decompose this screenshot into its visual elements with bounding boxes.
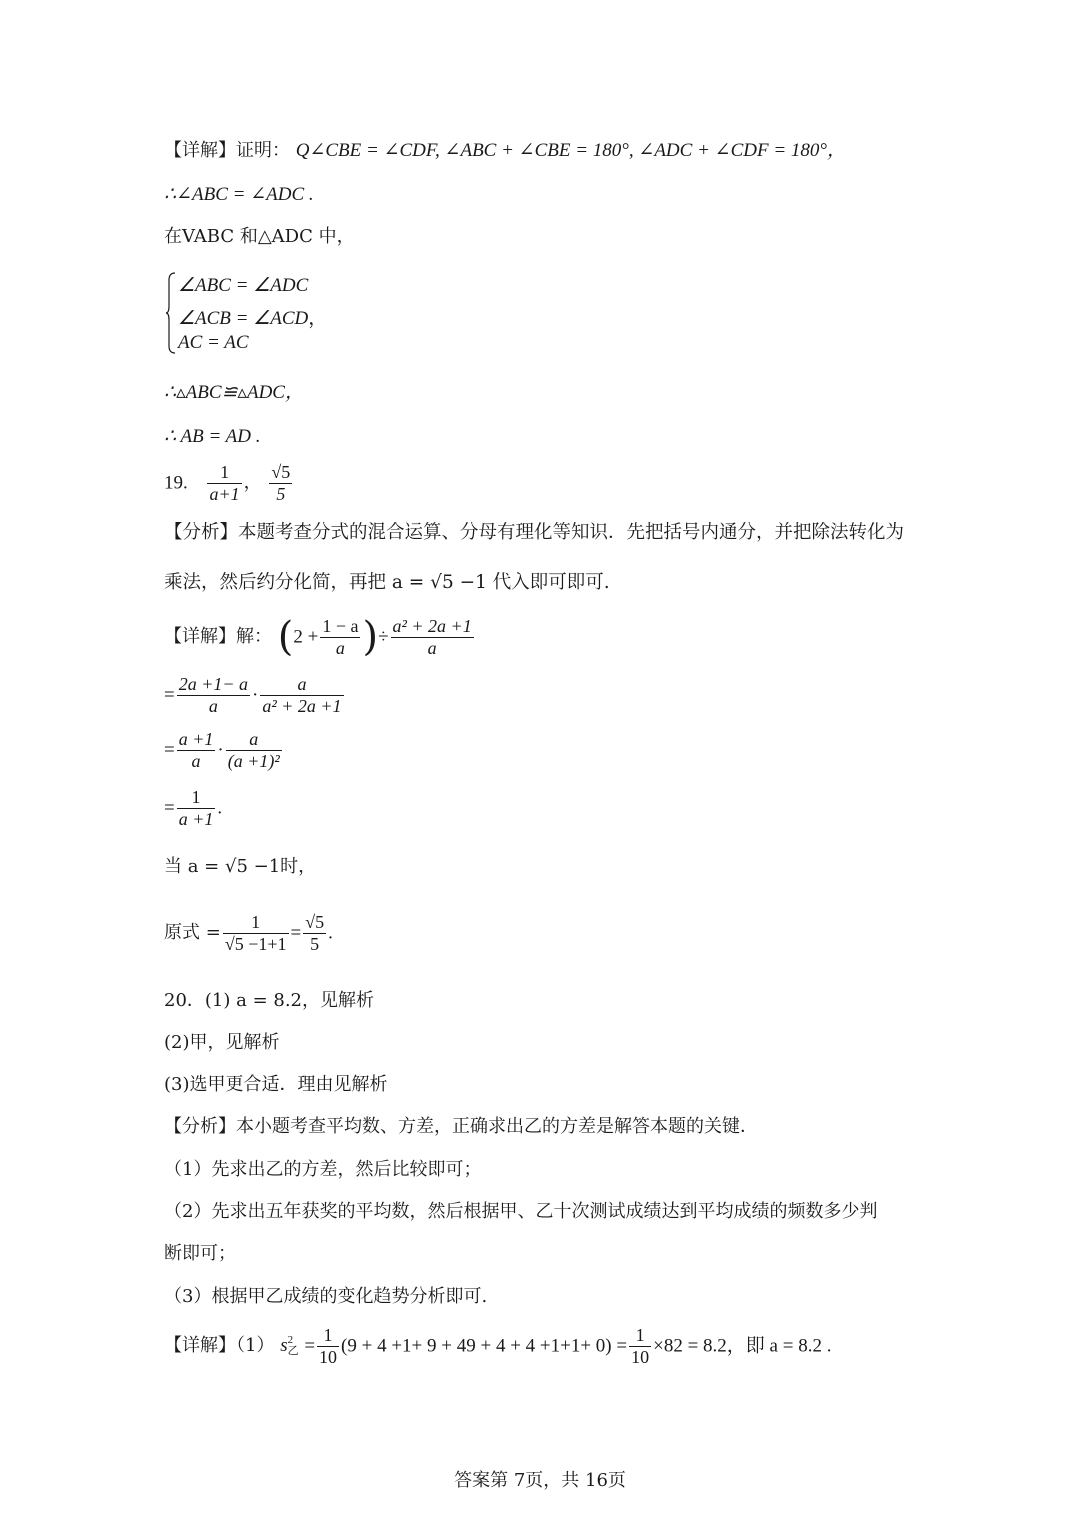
dot-sign: · (217, 739, 224, 761)
q20-point-2a: （2）先求出五年获奖的平均数，然后根据甲、乙十次测试成绩达到平均成绩的频数多少判 (164, 1201, 878, 1222)
expr-fraction (177, 729, 216, 771)
frac-numerator: 1 − a (322, 616, 359, 636)
frac-numerator: a (260, 674, 343, 696)
expr-fraction (629, 1325, 651, 1367)
expr-fraction (391, 616, 474, 658)
q19-step-3 (164, 729, 284, 771)
expr-fraction (177, 787, 216, 829)
expr-fraction (226, 729, 282, 771)
frac-denominator: 10 (319, 1346, 338, 1367)
q19-separator: ， (243, 472, 262, 494)
expr-fraction (223, 912, 289, 954)
variance-s: s (280, 1334, 288, 1356)
frac-numerator: √5 (271, 462, 291, 482)
q20-detail (164, 1325, 831, 1367)
detail-label: 【详解】证明： (164, 140, 290, 161)
expr-fraction (320, 616, 360, 658)
frac-denominator: √5 −1+1 (224, 933, 287, 954)
frac-denominator: 5 (276, 483, 286, 504)
equals-sign: = (164, 739, 175, 761)
system-brace-icon (166, 272, 176, 354)
frac-denominator: a (427, 637, 437, 658)
q18-line3: 在VABC 和△ADC 中， (164, 226, 355, 247)
q20-line3: (3)选甲更合适．理由见解析 (164, 1074, 388, 1095)
frac-numerator: 1 (207, 462, 241, 484)
q20-line2: (2)甲，见解析 (164, 1032, 280, 1053)
frac-denominator: a² + 2a +1 (262, 695, 342, 716)
expr-fraction (260, 674, 343, 716)
expr-fraction (177, 674, 250, 716)
frac-denominator: a+1 (209, 483, 240, 504)
expr-fraction (303, 912, 326, 954)
equals-sign: = (164, 797, 175, 819)
detail-label: 【详解】解： (164, 626, 272, 648)
period: . (217, 797, 223, 819)
system-row-1: ∠ABC = ∠ADC (178, 275, 309, 296)
frac-numerator: a +1 (178, 729, 214, 749)
q20-point-2b: 断即可； (164, 1243, 236, 1264)
system-row-2-text: ∠ACB = ∠ACD (178, 308, 309, 329)
q20-point-3: （3）根据甲乙成绩的变化趋势分析即可. (164, 1286, 488, 1307)
q18-equation-1: Q∠CBE = ∠CDF, ∠ABC + ∠CBE = 180°, ∠ADC + ∠CDF = 180°， (295, 140, 846, 161)
frac-denominator: a (191, 750, 201, 771)
variance-symbol (280, 1335, 298, 1356)
q19-detail-expr (164, 614, 476, 661)
frac-numerator: 1 (223, 912, 289, 934)
frac-numerator: a² + 2a +1 (392, 616, 472, 636)
frac-denominator: a (208, 695, 218, 716)
equals-sign: = (164, 684, 175, 706)
frac-numerator: 1 (629, 1325, 651, 1347)
q19-answer-fraction-2 (269, 462, 292, 504)
q19-answer-fraction-1 (207, 462, 241, 504)
expr-fraction (317, 1325, 339, 1367)
frac-denominator: 10 (631, 1346, 650, 1367)
detail-label: 【详解】（1） (164, 1335, 275, 1357)
q18-line4: ∴▵ABC≌▵ADC， (164, 382, 304, 403)
q20-analysis: 【分析】本小题考查平均数、方差，正确求出乙的方差是解答本题的关键． (164, 1116, 758, 1137)
divide-sign: ÷ (378, 626, 389, 648)
q20-point-1: （1）先求出乙的方差，然后比较即可； (164, 1159, 482, 1180)
system-comma: ， (308, 308, 328, 329)
page-footer: 答案第 7页，共 16页 (454, 1470, 626, 1491)
q18-detail-line1 (164, 141, 846, 160)
q19-when: 当 a = √5 −1时， (164, 856, 317, 877)
frac-numerator: 1 (317, 1325, 339, 1347)
q19-analysis-line1: 【分析】本题考查分式的混合运算、分母有理化等知识．先把括号内通分，并把除法转化为 (164, 522, 905, 543)
variance-sup: 2 (287, 1334, 294, 1347)
frac-numerator: 1 (177, 787, 216, 809)
dot-sign: · (252, 684, 259, 706)
right-paren-icon: ) (362, 614, 379, 661)
frac-denominator: 5 (310, 933, 320, 954)
q19-answer (164, 462, 294, 504)
q19-result (164, 912, 333, 954)
variance-sum: (9 + 4 +1+ 9 + 49 + 4 + 4 +1+1+ 0) = (341, 1335, 628, 1357)
frac-denominator: a (335, 637, 345, 658)
frac-numerator: a (226, 729, 282, 751)
q18-line2: ∴∠ABC = ∠ADC . (164, 184, 314, 205)
q19-step-2 (164, 674, 346, 716)
equals-sign: = (304, 1335, 316, 1357)
frac-denominator: a +1 (178, 808, 214, 829)
q19-step-4 (164, 787, 222, 829)
variance-tail: ×82 = 8.2，即 a = 8.2 . (653, 1335, 832, 1357)
frac-numerator: √5 (305, 912, 325, 932)
system-row-3: AC = AC (178, 332, 249, 353)
left-paren-icon: ( (277, 614, 294, 661)
period: . (328, 922, 333, 944)
q20-line1: 20．(1) a = 8.2，见解析 (164, 990, 375, 1011)
frac-numerator: 2a +1− a (178, 674, 249, 694)
equals-sign: = (290, 922, 302, 944)
frac-denominator: (a +1)² (227, 750, 280, 771)
variance-sub: 乙 (287, 1345, 299, 1358)
system-row-2 (178, 303, 327, 330)
q18-line5: ∴ AB = AD . (164, 426, 261, 447)
q19-analysis-line2: 乘法，然后约分化简，再把 a = √5 −1 代入即可即可. (164, 572, 610, 593)
q19-number: 19. (164, 472, 188, 494)
result-label: 原式 = (164, 922, 221, 944)
expr-term: 2 + (293, 626, 319, 648)
